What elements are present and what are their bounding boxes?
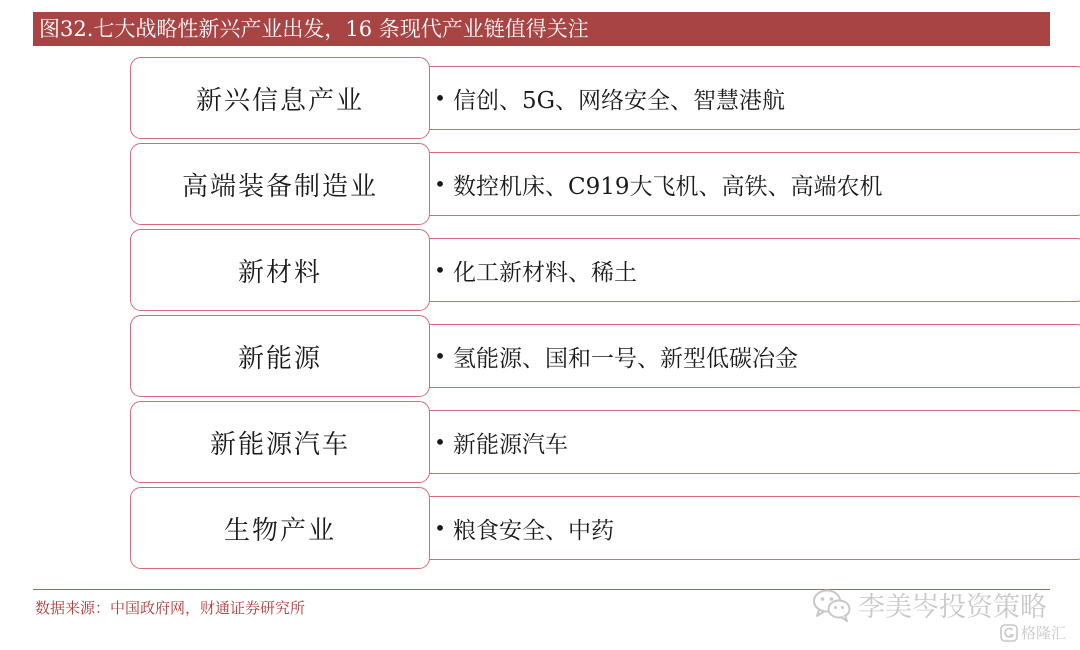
detail-box xyxy=(420,152,1080,216)
diagram-row xyxy=(130,143,960,229)
category-box xyxy=(130,401,430,483)
gelonghui-badge xyxy=(1000,622,1066,643)
detail-box xyxy=(420,496,1080,560)
category-box xyxy=(130,315,430,397)
bullet-icon: • xyxy=(434,172,446,196)
bullet-icon: • xyxy=(434,258,446,282)
diagram-row xyxy=(130,57,960,143)
diagram-row xyxy=(130,401,960,487)
bullet-icon: • xyxy=(434,86,446,110)
category-label: 新能源 xyxy=(237,343,322,374)
category-label: 高端装备制造业 xyxy=(181,171,378,202)
category-box xyxy=(130,487,430,569)
detail-text: 新能源汽车 xyxy=(453,431,568,458)
category-label: 生物产业 xyxy=(223,515,336,546)
category-box xyxy=(130,57,430,139)
category-label: 新兴信息产业 xyxy=(195,85,364,116)
detail-box xyxy=(420,324,1080,388)
detail-text: 信创、5G、网络安全、智慧港航 xyxy=(453,87,786,114)
industry-chain-diagram xyxy=(130,57,960,573)
category-box xyxy=(130,229,430,311)
detail-text: 化工新材料、稀土 xyxy=(453,259,637,286)
bullet-icon: • xyxy=(434,344,446,368)
diagram-row xyxy=(130,315,960,401)
gelonghui-logo-icon xyxy=(1000,624,1018,642)
badge-text: 格隆汇 xyxy=(1021,624,1067,642)
detail-box xyxy=(420,66,1080,130)
detail-text: 氢能源、国和一号、新型低碳冶金 xyxy=(453,345,798,372)
category-label: 新能源汽车 xyxy=(209,429,350,460)
watermark-text: 李美岑投资策略 xyxy=(858,592,1047,623)
detail-text: 数控机床、C919大飞机、高铁、高端农机 xyxy=(453,173,883,200)
diagram-row xyxy=(130,229,960,315)
figure-title: 图32.七大战略性新兴产业出发，16 条现代产业链值得关注 xyxy=(33,12,1050,46)
watermark xyxy=(812,585,1047,624)
category-box xyxy=(130,143,430,225)
detail-box xyxy=(420,410,1080,474)
bullet-icon: • xyxy=(434,516,446,540)
wechat-icon xyxy=(812,588,852,622)
bullet-icon: • xyxy=(434,430,446,454)
detail-text: 粮食安全、中药 xyxy=(453,517,614,544)
diagram-row xyxy=(130,487,960,573)
source-note: 数据来源：中国政府网，财通证券研究所 xyxy=(35,599,306,617)
category-label: 新材料 xyxy=(237,257,322,288)
detail-box xyxy=(420,238,1080,302)
